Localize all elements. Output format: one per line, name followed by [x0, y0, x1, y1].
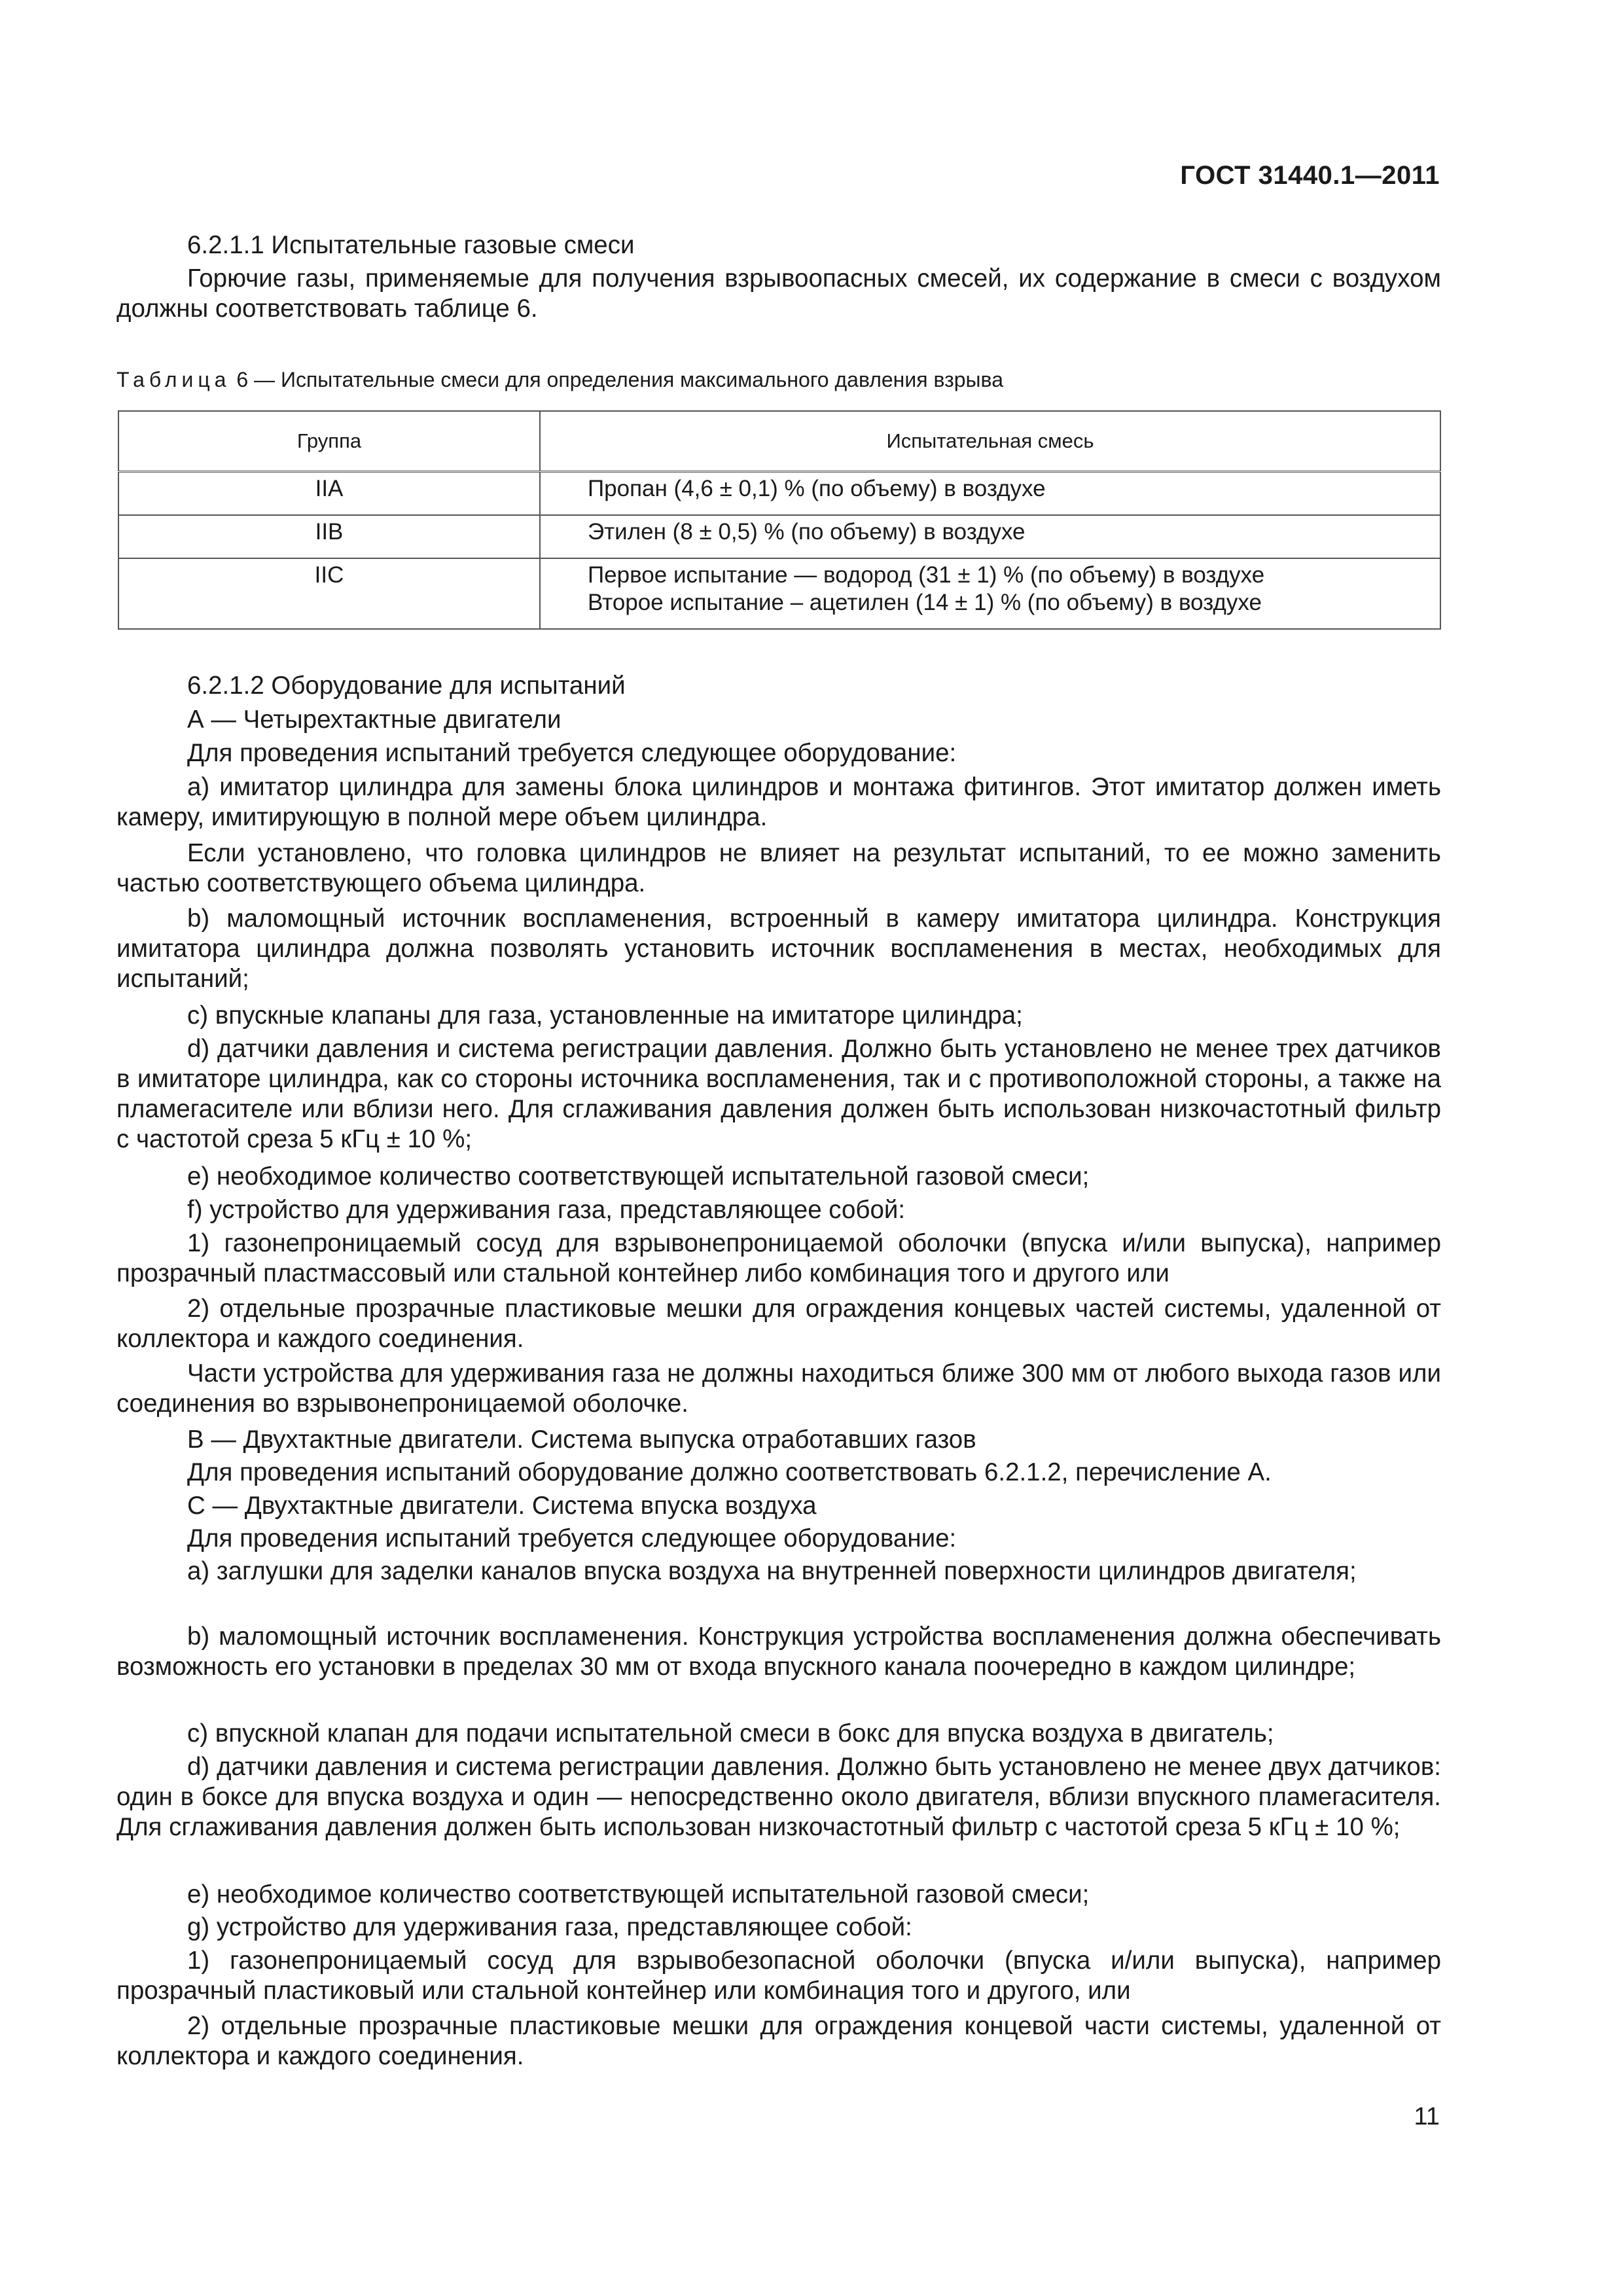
list-item: 2) отдельные прозрачные пластиковые мешки для ограждения концевых частей системы, удаленной от коллектора и каждого соединения.	[116, 1295, 1441, 1353]
test-mixtures-table	[118, 410, 1441, 630]
section-paragraph: Горючие газы, применяемые для получения взрывоопасных смесей, их содержание в смеси с воздухом должны соответствовать таблице 6.	[116, 264, 1441, 323]
column-header-group: Группа	[118, 411, 540, 472]
list-item: c) впускные клапаны для газа, установленные на имитаторе цилиндра;	[187, 1001, 1023, 1030]
page-number: 11	[1414, 2103, 1440, 2130]
mixture-cell: Пропан (4,6 ± 0,1) % (по объему) в воздухе	[540, 472, 1440, 516]
list-item: c) впускной клапан для подачи испытательной смеси в бокс для впуска воздуха в двигатель;	[187, 1719, 1274, 1748]
list-item: a) имитатор цилиндра для замены блока цилиндров и монтажа фитингов. Этот имитатор должен иметь камеру, имитирующую в полной мере объем цилиндра.	[116, 773, 1441, 831]
table-row	[118, 472, 1440, 516]
list-item: b) маломощный источник воспламенения. Конструкция устройства воспламенения должна обеспечивать возможность его установки в пределах 30 мм от входа впускного канала поочередно в каждом цилиндре;	[116, 1623, 1441, 1681]
list-item: d) датчики давления и система регистрации давления. Должно быть установлено не менее трех датчиков в имитаторе цилиндра, как со стороны источника воспламенения, так и с противоположной стороны, а также на пламегасителе или вблизи него. Для сглаживания давления должен быть использован низкочастотный фильтр с частотой среза 5 кГц ± 10 %;	[116, 1035, 1441, 1153]
section-heading-6-2-1-2: 6.2.1.2 Оборудование для испытаний	[187, 672, 626, 700]
list-item: g) устройство для удерживания газа, представляющее собой:	[187, 1913, 912, 1941]
body-paragraph: Для проведения испытаний требуется следующее оборудование:	[187, 739, 957, 767]
mixture-cell: Этилен (8 ± 0,5) % (по объему) в воздухе	[540, 515, 1440, 558]
list-item: a) заглушки для заделки каналов впуска воздуха на внутренней поверхности цилиндров двигателя;	[187, 1557, 1357, 1585]
body-paragraph: Части устройства для удерживания газа не должны находиться ближе 300 мм от любого выхода газов или соединения во взрывонепроницаемой оболочке.	[116, 1359, 1441, 1418]
list-item: 1) газонепроницаемый сосуд для взрывобезопасной оболочки (впуска и/или выпуска), например прозрачный пластиковый или стальной контейнер или комбинация того и другого, или	[116, 1946, 1441, 2005]
list-item: 2) отдельные прозрачные пластиковые мешки для ограждения концевой части системы, удаленной от коллектора и каждого соединения.	[116, 2012, 1441, 2070]
column-header-mixture: Испытательная смесь	[540, 411, 1440, 472]
body-paragraph: Если установлено, что головка цилиндров не влияет на результат испытаний, то ее можно заменить частью соответствующего объема цилиндра.	[116, 839, 1441, 897]
mixture-line: Первое испытание — водород (31 ± 1) % (по объему) в воздухе	[588, 562, 1265, 588]
list-item: b) маломощный источник воспламенения, встроенный в камеру имитатора цилиндра. Конструкция имитатора цилиндра должна позволять установить источник воспламенения в местах, необходимых для испытаний;	[116, 905, 1441, 993]
table-row	[118, 558, 1440, 629]
document-code: ГОСТ 31440.1—2011	[1180, 161, 1440, 190]
body-paragraph: Для проведения испытаний требуется следующее оборудование:	[187, 1524, 957, 1552]
subsection-heading: B — Двухтактные двигатели. Система выпуска отработавших газов	[187, 1426, 976, 1454]
list-item: e) необходимое количество соответствующей испытательной газовой смеси;	[187, 1880, 1090, 1909]
list-item: f) устройство для удерживания газа, представляющее собой:	[187, 1196, 906, 1224]
list-item: 1) газонепроницаемый сосуд для взрывонепроницаемой оболочки (впуска и/или выпуска), например прозрачный пластмассовый или стальной контейнер либо комбинация того и другого или	[116, 1229, 1441, 1287]
table-row	[118, 515, 1440, 558]
group-cell: IIB	[118, 515, 540, 558]
subsection-heading: А — Четырехтактные двигатели	[187, 706, 562, 734]
section-heading-6-2-1-1: 6.2.1.1 Испытательные газовые смеси	[187, 231, 635, 259]
subsection-heading: С — Двухтактные двигатели. Система впуска воздуха	[187, 1492, 817, 1520]
mixture-cell	[540, 558, 1440, 629]
table-caption: Таблица 6 — Испытательные смеси для определения максимального давления взрыва	[116, 368, 1003, 391]
list-item: d) датчики давления и система регистрации давления. Должно быть установлено не менее двух датчиков: один в боксе для впуска воздуха и один — непосредственно около двигателя, вблизи впускного пламегасителя. Для сглаживания давления должен быть использован низкочастотный фильтр с частотой среза 5 кГц ± 10 %;	[116, 1753, 1441, 1841]
group-cell: IIC	[118, 558, 540, 629]
mixture-line: Второе испытание – ацетилен (14 ± 1) % (по объему) в воздухе	[588, 590, 1262, 615]
body-paragraph: Для проведения испытаний оборудование должно соответствовать 6.2.1.2, перечисление А.	[187, 1458, 1272, 1486]
group-cell: IIA	[118, 472, 540, 516]
list-item: e) необходимое количество соответствующей испытательной газовой смеси;	[187, 1162, 1090, 1191]
